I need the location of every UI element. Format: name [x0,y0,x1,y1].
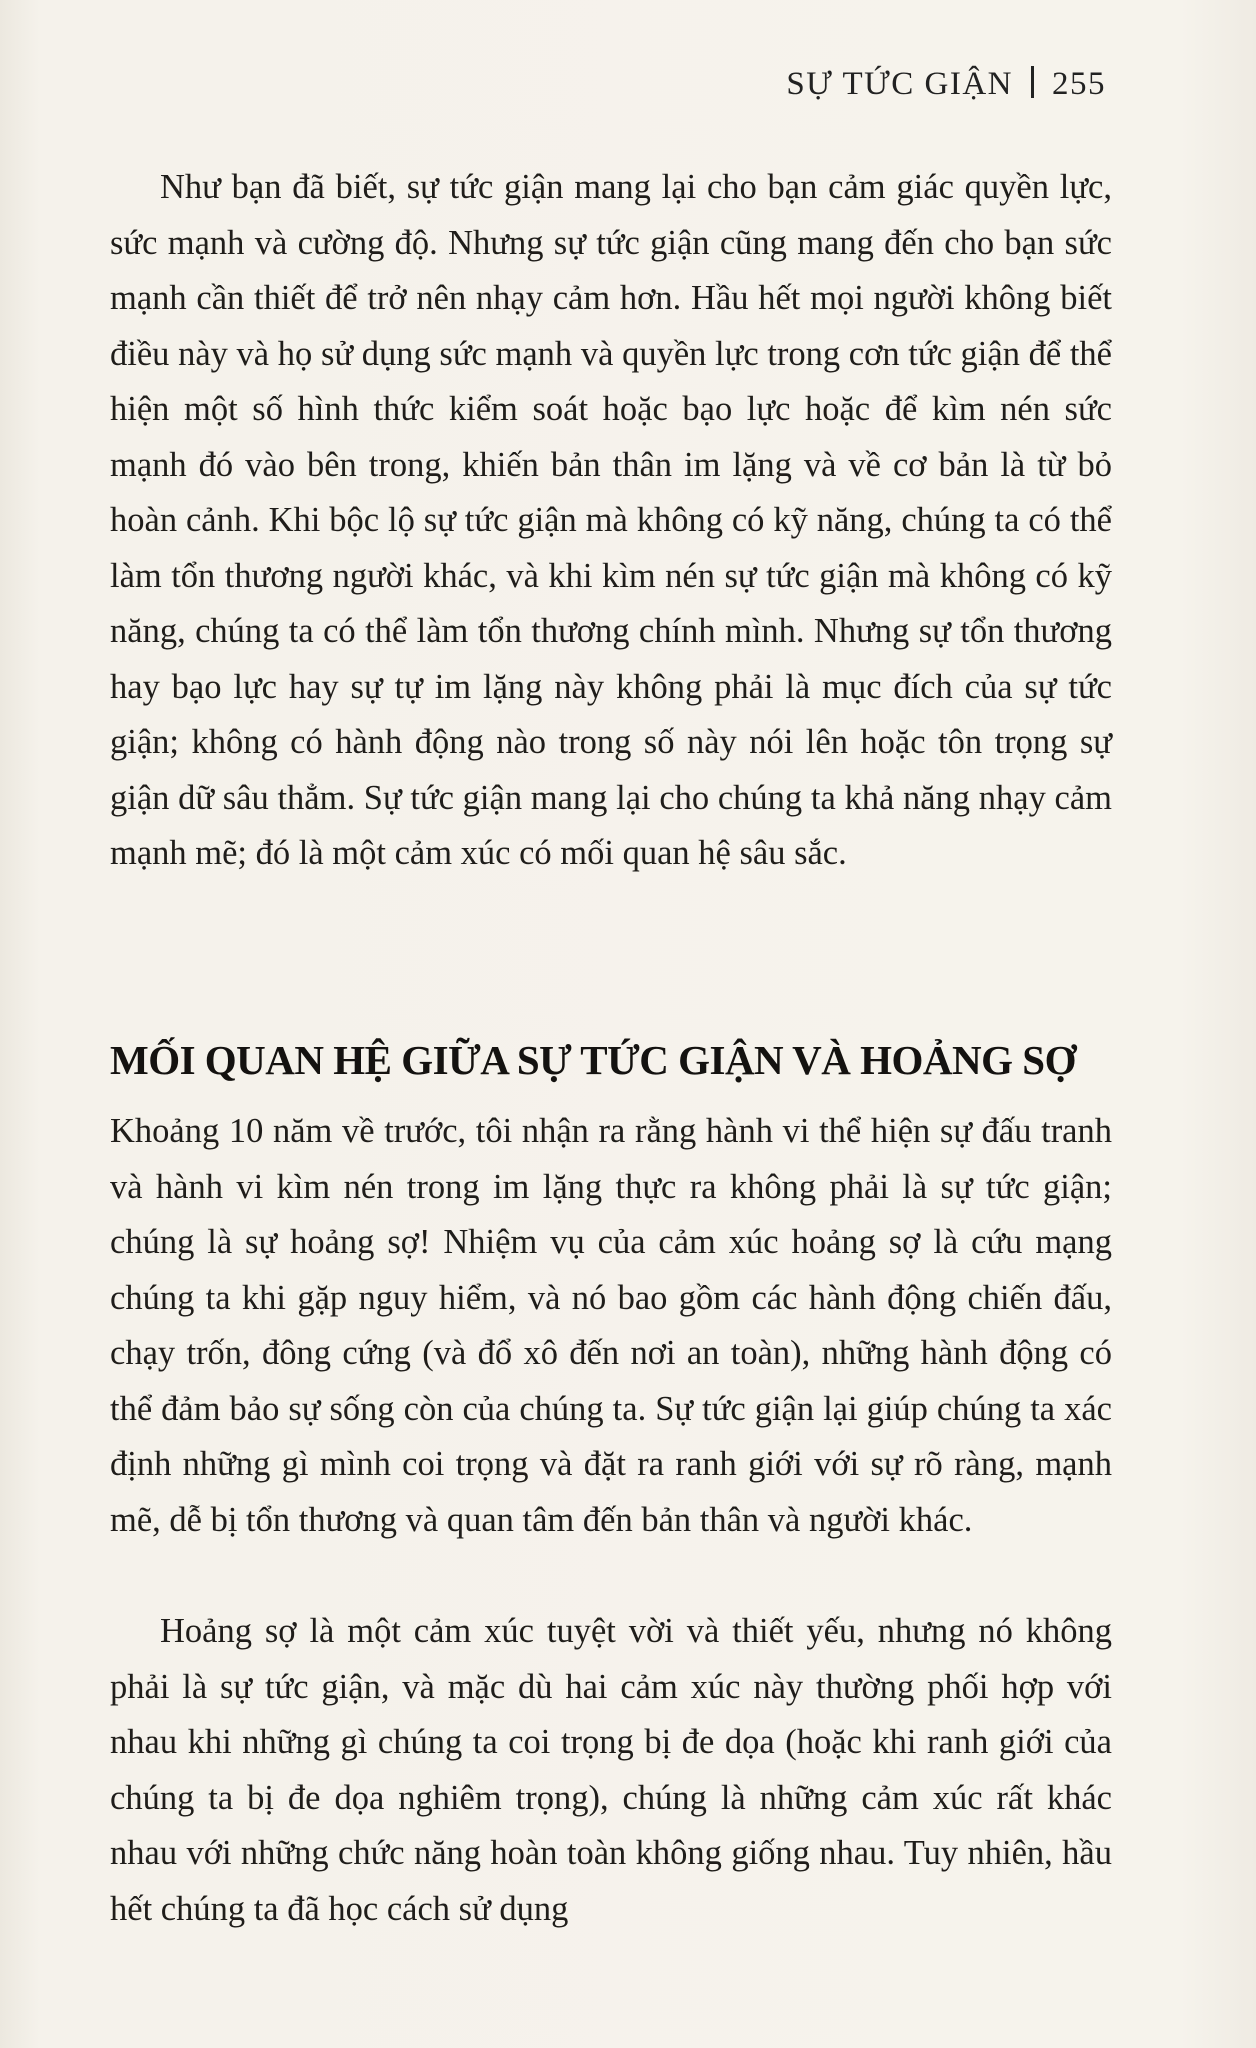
page-number: 255 [1052,66,1106,102]
running-header [786,66,1106,103]
header-separator [1031,66,1034,98]
paragraph-block-2 [110,1104,1112,1548]
paragraph-3: Hoảng sợ là một cảm xúc tuyệt vời và thiết yếu, nhưng nó không phải là sự tức giận, và mặc dù hai cảm xúc này thường phối hợp với nhau khi những gì chúng ta coi trọng bị đe dọa (hoặc khi ranh giới của chúng ta bị đe dọa nghiêm trọng), chúng là những cảm xúc rất khác nhau với những chức năng hoàn toàn không giống nhau. Tuy nhiên, hầu hết chúng ta đã học cách sử dụng [110,1612,1112,1928]
paragraph-1: Như bạn đã biết, sự tức giận mang lại cho bạn cảm giác quyền lực, sức mạnh và cường độ. Nhưng sự tức giận cũng mang đến cho bạn sức mạnh cần thiết để trở nên nhạy cảm hơn. Hầu hết mọi người không biết điều này và họ sử dụng sức mạnh và quyền lực trong cơn tức giận để thể hiện một số hình thức kiểm soát hoặc bạo lực hoặc để kìm nén sức mạnh đó vào bên trong, khiến bản thân im lặng và về cơ bản là từ bỏ hoàn cảnh. Khi bộc lộ sự tức giận mà không có kỹ năng, chúng ta có thể làm tổn thương người khác, và khi kìm nén sự tức giận mà không có kỹ năng, chúng ta có thể làm tổn thương chính mình. Nhưng sự tổn thương hay bạo lực hay sự tự im lặng này không phải là mục đích của sự tức giận; không có hành động nào trong số này nói lên hoặc tôn trọng sự giận dữ sâu thẳm. Sự tức giận mang lại cho chúng ta khả năng nhạy cảm mạnh mẽ; đó là một cảm xúc có mối quan hệ sâu sắc. [110,168,1112,872]
chapter-title: SỰ TỨC GIẬN [786,66,1013,102]
paragraph-block-3 [110,1604,1112,1937]
section-heading: MỐI QUAN HỆ GIỮA SỰ TỨC GIẬN VÀ HOẢNG SỢ [110,1037,1076,1083]
paragraph-block-1 [110,160,1112,882]
paragraph-2: Khoảng 10 năm về trước, tôi nhận ra rằng hành vi thể hiện sự đấu tranh và hành vi kìm nén trong im lặng thực ra không phải là sự tức giận; chúng là sự hoảng sợ! Nhiệm vụ của cảm xúc hoảng sợ là cứu mạng chúng ta khi gặp nguy hiểm, và nó bao gồm các hành động chiến đấu, chạy trốn, đông cứng (và đổ xô đến nơi an toàn), những hành động có thể đảm bảo sự sống còn của chúng ta. Sự tức giận lại giúp chúng ta xác định những gì mình coi trọng và đặt ra ranh giới với sự rõ ràng, mạnh mẽ, dễ bị tổn thương và quan tâm đến bản thân và người khác. [110,1112,1112,1539]
